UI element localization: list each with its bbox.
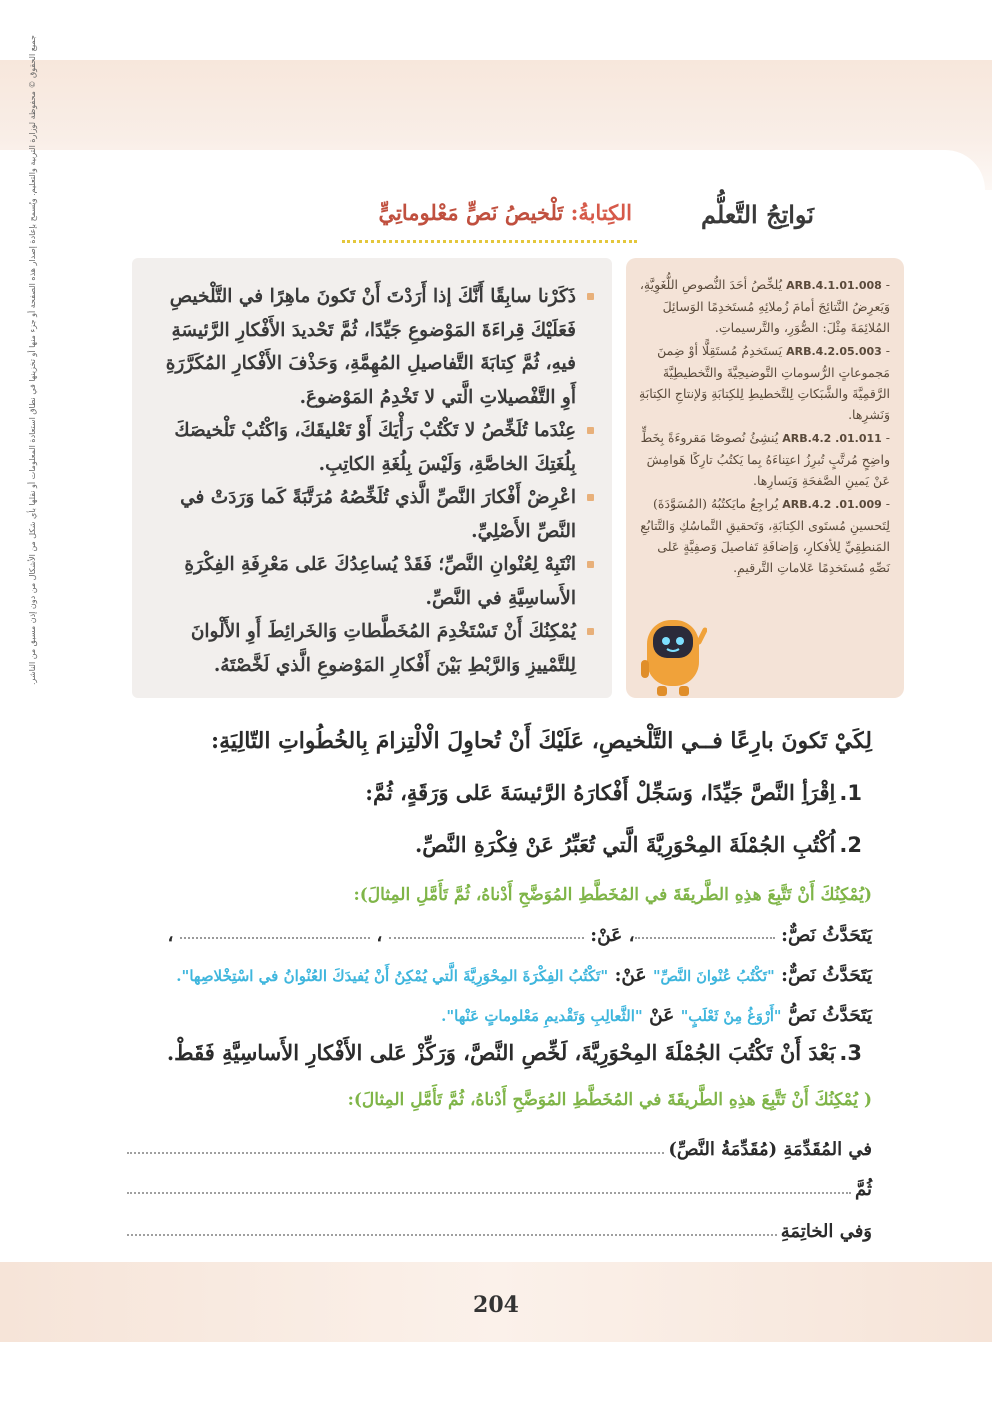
page-number: 204 [473,1292,519,1318]
example-content: "الثَّعالِبِ وَتَقْديمِ مَعْلوماتٍ عَنْها". [441,1007,643,1025]
outcome-item: - ARB.4.2 .01.009 يُراجِعُ مايَكتُبُهُ (المُسَوَّدَةَ) لِتَحسينِ مُستَوى الكِتابَةِ، وَتَحقيقِ التَّماسُكِ وَالتَّتابُعِ المَنطِقِيِّ لِلأفكارِ، وَإضافَةِ تَفاصيلَ وَصفِيَّةٍ عَلى نَصِّهِ مُستَخدِمًا عَلاماتِ التَّرقيمِ. [640,496,890,575]
blank-line[interactable] [635,933,775,939]
writing-line[interactable] [127,1192,851,1194]
example-label: يَتَحَدَّثُ نَصُّ [787,1005,872,1026]
outcome-text: يُنشِئُ نُصوصًا مَقروءَةً بِخَطٍّ واضِحٍ مُرتَّبٍ تُبرِزُ اعتِناءَهُ بِما يَكتُبُ تارِكًا هَوامِشَ عَنْ يَمينِ الصَّفحَةِ وَيَسارِها. [640,430,890,488]
tip-item [146,548,594,615]
template-label: يَتَحَدَّثُ نَصٌّ: [781,925,872,946]
step-text: بَعْدَ أَنْ تَكْتُبَ الجُمْلَةَ المِحْوَرِيَّةَ، لَخِّصِ النَّصَّ، وَرَكِّزْ عَلى الأَفْكارِ الأَساسِيَّةِ فَقَطْ. [166,1040,836,1065]
example-line-2 [441,1005,872,1026]
step-1 [365,780,862,805]
step-number: 1. [839,781,862,805]
example-an: عَنْ [642,1005,681,1026]
outcome-item: - ARB.4.2.05.003 يَستَخدِمُ مُستَقِلًّا أوْ ضِمنَ مَجموعاتٍ الرُّسوماتِ التَّوضيحِيَّةَ والتَّخطيطِيَّةَ الرَّقمِيَّةَ والشَّبَكاتِ لِلتَّخطيطِ لِلكِتابَةِ وَلإنتاجِ الكِتابَةِ وَنَشرِها. [639,343,890,422]
writing-title-topic: تَلْخيصُ نَصٍّ مَعْلوماتِيٍّ [378,200,564,225]
outcome-text: يُلخِّصُ أحَدَ النُّصوصِ اللُّغَوِيَّةِ، وَيَعرِضُ النَّتائِجَ أمامَ زُملائِهِ مُستَخدِمًا الوَسائِلَ المُلائِمَةَ مِثْلَ: الصُّوَرِ، والتَّرسيماتِ. [639,277,890,335]
title-underline [342,240,637,243]
example-label: يَتَحَدَّثُ نَصٌّ: [781,965,872,986]
conclusion-fill-row [127,1210,872,1242]
blank-line[interactable] [389,933,584,939]
step-2 [415,832,862,857]
tips-box [132,258,612,698]
outcomes-title: نَواتِجُ التَّعلُّم [701,200,814,229]
blank-line[interactable] [180,933,370,939]
example-content: "تَكْتُبُ الفِكْرَةَ المِحْوَرِيَّةَ الَّتي يُمْكِنُ أَنْ يُفيدَكَ العُنْوانُ في اسْتِخْلاصِها". [176,967,609,985]
bullet-icon [587,628,594,635]
step-3 [167,1040,862,1065]
example-line-1 [176,965,872,986]
tip-item [146,615,594,682]
fill-label: وَفي الخاتِمَةِ [780,1221,872,1242]
template-an: ، عَنْ: [590,925,635,946]
writing-line[interactable] [127,1234,777,1236]
tip-text: ذَكَرْنا سابِقًا أَنَّكَ إذا أَرَدْتَ أَنْ تَكونَ ماهِرًا في التَّلْخيصِ فَعَلَيْكَ قِراءَةَ المَوْضوعِ جَيِّدًا، ثُمَّ تَحْديدَ الأَفْكارِ الرَّئيسَةِ فيهِ، ثُمَّ كِتابَةَ التَّفاصيلِ المُهِمَّةِ، وَحَذْفَ الأَفْكارِ المُكَرَّرَةِ أَوِ التَّفْصيلاتِ الَّتي لا تَخْدِمُ المَوْضوعَ. [165,286,576,408]
tip-item [146,414,594,481]
steps-intro: لِكَيْ تَكونَ بارِعًا فــي التَّلْخيصِ، عَلَيْكَ أَنْ تُحاوِلَ الْالْتِزامَ بِالخُطُواتِ التّالِيَةِ: [211,728,872,754]
outcome-code: ARB.4.2 .01.009 [782,498,882,511]
writing-line[interactable] [127,1152,664,1154]
step-text: اُكْتُبِ الجُمْلَةَ المِحْوَرِيَّةَ الَّتي تُعَبِّرُ عَنْ فِكْرَةِ النَّصِّ. [414,832,836,857]
robot-mascot-icon [639,612,707,698]
outcome-text: يَستَخدِمُ مُستَقِلًّا أوْ ضِمنَ مَجموعاتٍ الرُّسوماتِ التَّوضيحِيَّةَ والتَّخطيطِيَّةَ الرَّقمِيَّةَ والشَّبَكاتِ لِلتَّخطيطِ لِلكِتابَةِ وَلإنتاجِ الكِتابَةِ وَنَشرِها. [639,343,890,422]
writing-title [378,200,632,225]
outcome-item: - ARB.4.2 .01.011 يُنشِئُ نُصوصًا مَقروءَةً بِخَطٍّ واضِحٍ مُرتَّبٍ تُبرِزُ اعتِناءَهُ بِما يَكتُبُ تارِكًا هَوامِشَ عَنْ يَمينِ الصَّفحَةِ وَيَسارِها. [640,430,890,488]
bullet-icon [587,494,594,501]
template-line: يَتَحَدَّثُ نَصٌّ: ، عَنْ: ، ، [167,925,872,946]
example-title: "أَرْوَغُ مِنْ ثَعْلَبٍ" [680,1008,782,1025]
tip-text: اعْرِضْ أَفْكارَ النَّصِّ الَّذي تُلَخِّصُهُ مُرَتَّبَةً كَما وَرَدَتْ في النَّصِّ الأَصْلِيِّ. [180,487,576,542]
bullet-icon [587,561,594,568]
tip-text: يُمْكِنُكَ أَنْ تَسْتَخْدِمَ المُخَطَّطاتِ وَالخَرائِطَ أَوِ الأَلْوانَ لِلتَّمْييزِ وَالرَّبْطِ بَيْنَ أَفْكارِ المَوْضوعِ الَّذي لَخَّصْتَهُ. [190,621,576,676]
step-number: 2. [839,833,862,857]
method-note-2: ( يُمْكِنُكَ أَنْ تَتَّبِعَ هذِهِ الطَّريقَةَ في المُخَطَّطِ المُوَضَّحِ أَدْناهُ، ثُمَّ تَأَمَّلِ المِثالَ): [347,1090,872,1110]
copyright-note: جميع الحقوق © محفوظة لوزارة التربية والتعليم. ويُسمح بإعادة إصدار هذه الصفحة أو جزء منها أو تخزينها في نطاق استعادة المعلومات أو نقلها بأي شكل من الأشكال من دون إذن مسبق من الناشر. [28,35,37,685]
step-text: اِقْرَأِ النَّصَّ جَيِّدًا، وَسَجِّلْ أَفْكارَهُ الرَّئيسَةَ عَلى وَرَقَةٍ، ثُمَّ: [365,780,836,805]
bullet-icon [587,427,594,434]
then-fill-row [127,1168,872,1200]
tip-text: انْتَبِهْ لِعُنْوانِ النَّصِّ؛ فَقَدْ يُساعِدُكَ عَلى مَعْرِفَةِ الفِكْرَةِ الأَساسِيَّةِ في النَّصِّ. [184,554,576,609]
tip-item [146,481,594,548]
outcome-text: يُراجِعُ مايَكتُبُهُ (المُسَوَّدَةَ) لِتَحسينِ مُستَوى الكِتابَةِ، وَتَحقيقِ التَّماسُكِ وَالتَّتابُعِ المَنطِقِيِّ لِلأفكارِ، وَإضافَةِ تَفاصيلَ وَصفِيَّةٍ عَلى نَصِّهِ مُستَخدِمًا عَلاماتِ التَّرقيمِ. [640,496,890,575]
fill-label: في المُقَدِّمَةِ (مُقَدِّمَةُ النَّصِّ) [668,1139,872,1160]
outcome-code: ARB.4.2.05.003 [786,345,882,358]
outcome-code: ARB.4.2 .01.011 [782,432,882,445]
tip-item [146,280,594,414]
outcome-item: - ARB.4.1.01.008 يُلخِّصُ أحَدَ النُّصوصِ اللُّغَوِيَّةِ، وَيَعرِضُ النَّتائِجَ أمامَ زُملائِهِ مُستَخدِمًا الوَسائِلَ المُلائِمَةَ مِثْلَ: الصُّوَرِ، والتَّرسيماتِ. [639,277,890,335]
bullet-icon [587,293,594,300]
tip-text: عِنْدَما تُلَخِّصُ لا تَكْتُبْ رَأْيَكَ أَوْ تَعْليقَكَ، وَاكْتُبْ تَلْخيصَكَ بِلُغَتِكَ الخاصَّةِ، وَلَيْسَ بِلُغَةِ الكاتِبِ. [174,420,576,475]
method-note: (يُمْكِنُكَ أَنْ تَتَّبِعَ هذِهِ الطَّريقَةَ في المُخَطَّطِ المُوَضَّحِ أَدْناهُ، ثُمَّ تَأَمَّلِ المِثالَ): [353,885,872,905]
intro-fill-row [127,1128,872,1160]
fill-label: ثُمَّ [855,1179,872,1200]
outcome-code: ARB.4.1.01.008 [786,279,882,292]
step-number: 3. [839,1041,862,1065]
example-title: "تَكْتُبُ عُنْوانَ النَّصِّ" [653,968,775,985]
example-an: عَنْ: [608,965,653,986]
writing-title-label: الكِتابةُ: [563,200,632,225]
